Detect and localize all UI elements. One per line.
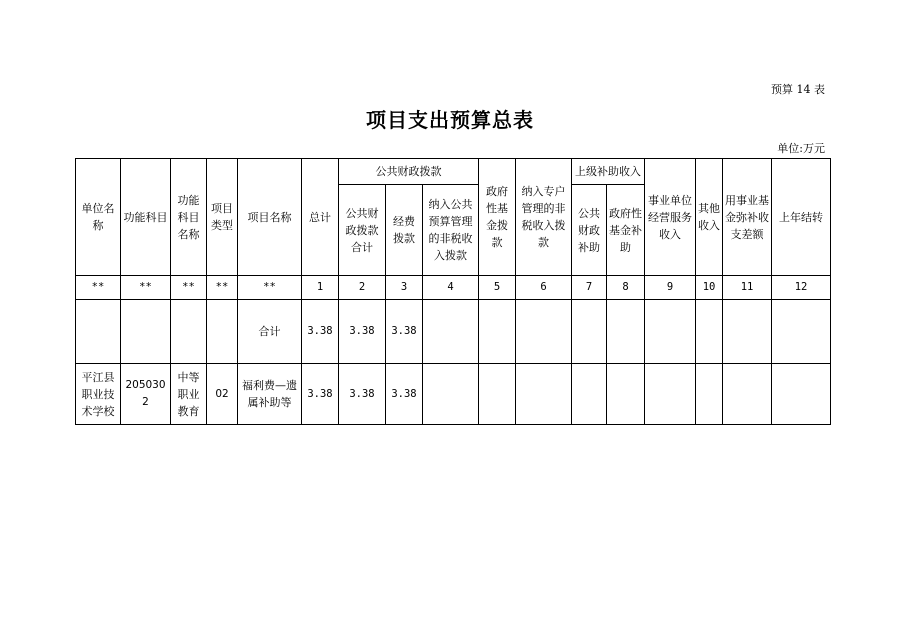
index-cell: ** <box>121 276 171 300</box>
cell-other-income <box>696 364 723 425</box>
cell-special-non-tax <box>516 364 572 425</box>
index-cell: 6 <box>516 276 572 300</box>
form-number: 预算 14 表 <box>771 83 825 96</box>
index-cell: 2 <box>339 276 386 300</box>
cell-upper-gov-fund-subsidy <box>607 300 645 364</box>
header-upper-public-subsidy: 公共财政补助 <box>572 185 607 276</box>
cell-business-income <box>645 364 696 425</box>
header-func-subject-name: 功能科目名称 <box>171 159 207 276</box>
cell-project-type <box>207 300 238 364</box>
cell-public-fiscal-total: 3.38 <box>339 300 386 364</box>
index-cell: ** <box>171 276 207 300</box>
header-last-year-balance: 上年结转 <box>772 159 831 276</box>
cell-other-income <box>696 300 723 364</box>
header-upper-subsidy: 上级补助收入 <box>572 159 645 185</box>
header-business-income: 事业单位经营服务收入 <box>645 159 696 276</box>
index-cell: 10 <box>696 276 723 300</box>
cell-public-fiscal-total: 3.38 <box>339 364 386 425</box>
index-cell: 9 <box>645 276 696 300</box>
budget-table <box>75 158 831 425</box>
header-project-name: 项目名称 <box>238 159 302 276</box>
cell-fee-appropriation: 3.38 <box>386 300 423 364</box>
header-fee-appropriation: 经费拨款 <box>386 185 423 276</box>
header-project-type: 项目类型 <box>207 159 238 276</box>
cell-gov-fund <box>479 300 516 364</box>
header-special-non-tax: 纳入专户管理的非税收入拨款 <box>516 159 572 276</box>
cell-unit-name <box>76 300 121 364</box>
index-cell: ** <box>76 276 121 300</box>
cell-upper-gov-fund-subsidy <box>607 364 645 425</box>
index-cell: 11 <box>723 276 772 300</box>
index-cell: 12 <box>772 276 831 300</box>
index-cell: 1 <box>302 276 339 300</box>
cell-total: 3.38 <box>302 300 339 364</box>
cell-gov-fund <box>479 364 516 425</box>
cell-non-tax-budget <box>423 364 479 425</box>
cell-func-subject-name <box>171 300 207 364</box>
cell-project-type: 02 <box>207 364 238 425</box>
cell-business-fund-gap <box>723 364 772 425</box>
cell-special-non-tax <box>516 300 572 364</box>
index-cell: ** <box>207 276 238 300</box>
index-cell: 3 <box>386 276 423 300</box>
header-public-fiscal-total: 公共财政拨款合计 <box>339 185 386 276</box>
cell-non-tax-budget <box>423 300 479 364</box>
index-cell: 8 <box>607 276 645 300</box>
cell-upper-public-subsidy <box>572 364 607 425</box>
header-upper-gov-fund-subsidy: 政府性基金补助 <box>607 185 645 276</box>
header-other-income: 其他收入 <box>696 159 723 276</box>
cell-last-year-balance <box>772 364 831 425</box>
unit-label: 单位:万元 <box>777 142 825 155</box>
index-cell: 7 <box>572 276 607 300</box>
table-row <box>76 364 831 425</box>
header-gov-fund: 政府性基金拨款 <box>479 159 516 276</box>
header-unit-name: 单位名称 <box>76 159 121 276</box>
header-non-tax-budget: 纳入公共预算管理的非税收入拨款 <box>423 185 479 276</box>
page-title: 项目支出预算总表 <box>366 108 534 132</box>
cell-business-income <box>645 300 696 364</box>
index-cell: 5 <box>479 276 516 300</box>
index-cell: 4 <box>423 276 479 300</box>
cell-func-subject-name: 中等职业教育 <box>171 364 207 425</box>
cell-project-name: 福利费—遗属补助等 <box>238 364 302 425</box>
header-func-subject: 功能科目 <box>121 159 171 276</box>
table-row <box>76 300 831 364</box>
cell-unit-name: 平江县职业技术学校 <box>76 364 121 425</box>
cell-last-year-balance <box>772 300 831 364</box>
cell-upper-public-subsidy <box>572 300 607 364</box>
cell-func-subject: 2050302 <box>121 364 171 425</box>
header-total: 总计 <box>302 159 339 276</box>
cell-fee-appropriation: 3.38 <box>386 364 423 425</box>
cell-func-subject <box>121 300 171 364</box>
index-cell: ** <box>238 276 302 300</box>
cell-project-name: 合计 <box>238 300 302 364</box>
cell-business-fund-gap <box>723 300 772 364</box>
header-business-fund-gap: 用事业基金弥补收支差额 <box>723 159 772 276</box>
header-public-fiscal: 公共财政拨款 <box>339 159 479 185</box>
cell-total: 3.38 <box>302 364 339 425</box>
index-row <box>76 276 831 300</box>
